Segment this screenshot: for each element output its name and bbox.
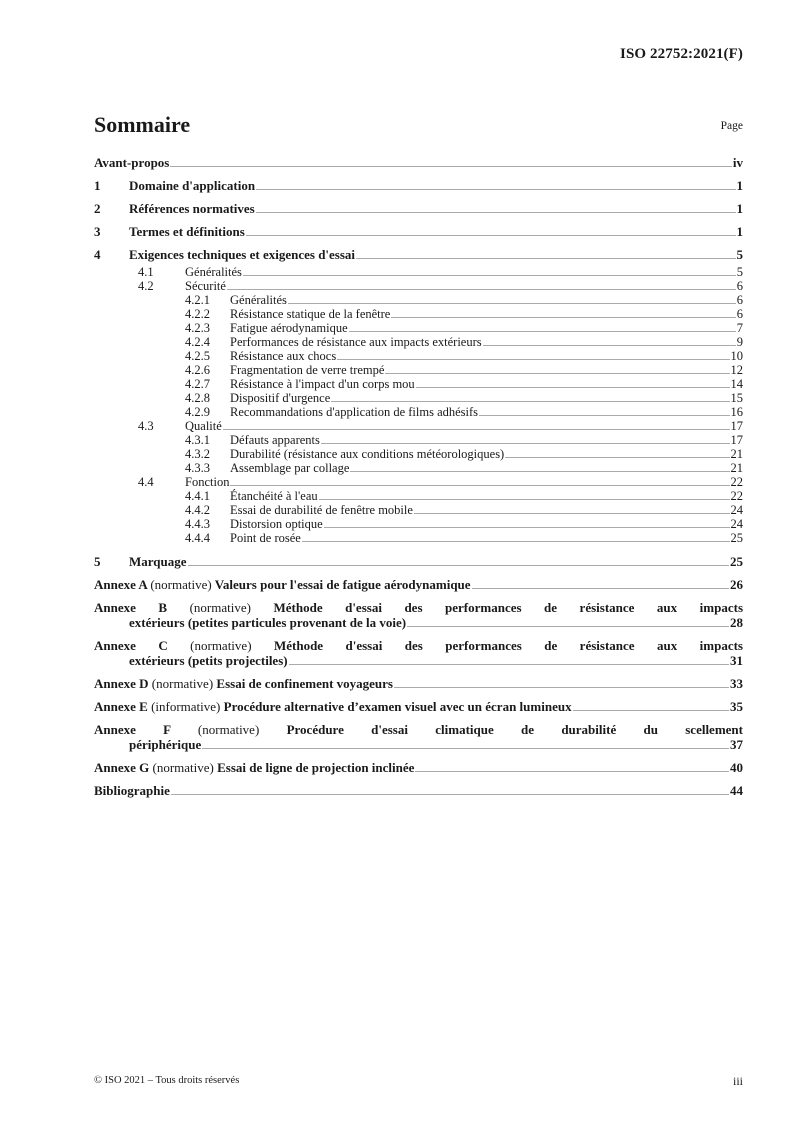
annex-title-cont: extérieurs (petits projectiles) xyxy=(129,653,288,668)
toc-entry-page: 15 xyxy=(730,391,743,405)
dot-leader xyxy=(573,710,729,711)
dot-leader xyxy=(349,331,736,332)
toc-entry-number: 4.1 xyxy=(138,265,154,279)
annex-type: (informative) xyxy=(151,699,221,714)
annex-title-line xyxy=(94,600,743,615)
annex-title-continuation xyxy=(94,615,743,630)
toc-entry[interactable] xyxy=(94,201,743,216)
toc-entry-number: 4.2.2 xyxy=(185,307,210,321)
toc-entry-page: 17 xyxy=(730,419,743,433)
dot-leader xyxy=(188,565,729,566)
dot-leader xyxy=(171,794,729,795)
toc-entry[interactable] xyxy=(94,554,743,569)
toc-entry-page: 21 xyxy=(730,447,743,461)
toc-entry-title: Généralités xyxy=(185,265,242,279)
dot-leader xyxy=(394,687,729,688)
page-number: iii xyxy=(732,1074,743,1088)
toc-entry-number: 2 xyxy=(94,201,101,216)
annex-line xyxy=(94,699,743,714)
dot-leader xyxy=(479,415,729,416)
toc-entry-page: 33 xyxy=(730,676,743,691)
toc-entry-title: Fragmentation de verre trempé xyxy=(230,363,385,377)
toc-entry-number: 4.2.3 xyxy=(185,321,210,335)
toc-entry-title: Exigences techniques et exigences d'essai xyxy=(129,247,356,262)
toc-annex-entry[interactable] xyxy=(94,577,743,592)
toc-entry[interactable] xyxy=(94,783,743,798)
toc-entry-title: Recommandations d'application de films adhésifs xyxy=(230,405,479,419)
toc-entry-number: 4.2.5 xyxy=(185,349,210,363)
toc-annex-entry[interactable] xyxy=(94,600,743,630)
dot-leader xyxy=(230,485,729,486)
toc-entry[interactable] xyxy=(94,419,743,433)
dot-leader xyxy=(416,387,730,388)
toc-entry-page: 1 xyxy=(736,201,743,216)
dot-leader xyxy=(243,275,736,276)
toc-entry-title: Essai de durabilité de fenêtre mobile xyxy=(230,503,413,517)
annex-title-line xyxy=(94,638,743,653)
toc-entry[interactable] xyxy=(94,178,743,193)
toc-entry-page: 17 xyxy=(730,433,743,447)
toc-entry-title: Termes et définitions xyxy=(129,224,245,239)
annex-label: Annexe B xyxy=(94,600,168,615)
annex-title-cont: périphérique xyxy=(129,737,202,752)
toc-entry[interactable] xyxy=(94,531,743,545)
toc-entry-title: Fonction xyxy=(185,475,230,489)
toc-entry-number: 4.2.7 xyxy=(185,377,210,391)
annex-title-continuation xyxy=(94,653,743,668)
annex-heading xyxy=(94,676,393,691)
toc-entry-page: 37 xyxy=(730,737,743,752)
toc-entry[interactable] xyxy=(94,503,743,517)
toc-entry[interactable] xyxy=(94,433,743,447)
annex-type: (normative) xyxy=(190,638,252,653)
toc-annex-entry[interactable] xyxy=(94,638,743,668)
toc-entry-number: 4.4.4 xyxy=(185,531,210,545)
page-column-label: Page xyxy=(720,120,743,132)
toc-entry-page: 31 xyxy=(730,653,743,668)
dot-leader xyxy=(256,189,735,190)
toc-entry[interactable] xyxy=(94,475,743,489)
toc-entry-page: 24 xyxy=(730,503,743,517)
page-title: Sommaire xyxy=(94,112,191,137)
annex-type: (normative) xyxy=(189,600,251,615)
toc-entry[interactable] xyxy=(94,265,743,279)
toc-entry-title: Qualité xyxy=(185,419,222,433)
annex-label: Annexe E xyxy=(94,699,148,714)
annex-title-line xyxy=(94,722,743,737)
annex-heading xyxy=(94,760,414,775)
toc-entry-page: 5 xyxy=(736,265,743,279)
toc-entry-title: Bibliographie xyxy=(94,783,170,798)
dot-leader xyxy=(202,748,729,749)
toc-entry-page: 12 xyxy=(730,363,743,377)
toc-entry-number: 4.3.2 xyxy=(185,447,210,461)
toc-entry-title: Références normatives xyxy=(129,201,255,216)
toc-entry-page: 1 xyxy=(736,224,743,239)
toc-entry[interactable] xyxy=(94,349,743,363)
toc-entry-title: Résistance à l'impact d'un corps mou xyxy=(230,377,415,391)
toc-entry-page: 21 xyxy=(730,461,743,475)
annex-title-continuation xyxy=(94,737,743,752)
toc-entry[interactable] xyxy=(94,293,743,307)
toc-annex-entry[interactable] xyxy=(94,760,743,775)
toc-entry-number: 4.4.2 xyxy=(185,503,210,517)
annex-label: Annexe F xyxy=(94,722,171,737)
toc-entry[interactable] xyxy=(94,321,743,335)
toc-entry-number: 5 xyxy=(94,554,101,569)
toc-annex-entry[interactable] xyxy=(94,699,743,714)
dot-leader xyxy=(483,345,736,346)
annex-title: Valeurs pour l'essai de fatigue aérodynamique xyxy=(214,577,471,592)
toc-entry[interactable] xyxy=(94,461,743,475)
toc-entry-page: 10 xyxy=(730,349,743,363)
annex-line xyxy=(94,760,743,775)
toc-entry-page: 6 xyxy=(736,279,743,293)
toc-entry[interactable] xyxy=(94,363,743,377)
annex-title-cont: extérieurs (petites particules provenant de la voie) xyxy=(129,615,407,630)
toc-entry-page: 9 xyxy=(736,335,743,349)
toc-entry-title: Généralités xyxy=(230,293,287,307)
dot-leader xyxy=(414,513,730,514)
toc-entry[interactable] xyxy=(94,335,743,349)
annex-label: Annexe C xyxy=(94,638,168,653)
annex-label: Annexe D xyxy=(94,676,149,691)
toc-entry-page: 7 xyxy=(736,321,743,335)
toc-entry-page: 44 xyxy=(730,783,743,798)
toc-entry-number: 4.2.9 xyxy=(185,405,210,419)
toc-entry-number: 4.4.1 xyxy=(185,489,210,503)
table-of-contents xyxy=(94,155,743,798)
annex-type: (normative) xyxy=(151,676,214,691)
toc-entry-title: Distorsion optique xyxy=(230,517,323,531)
dot-leader xyxy=(289,664,729,665)
toc-entry-page: 6 xyxy=(736,293,743,307)
toc-entry-number: 4.4 xyxy=(138,475,154,489)
toc-entry[interactable] xyxy=(94,279,743,293)
toc-entry-title: Résistance statique de la fenêtre xyxy=(230,307,391,321)
toc-entry-page: 22 xyxy=(730,489,743,503)
toc-entry-page: iv xyxy=(732,155,743,170)
dot-leader xyxy=(223,429,730,430)
toc-entry-title: Défauts apparents xyxy=(230,433,320,447)
toc-entry[interactable] xyxy=(94,405,743,419)
copyright-notice: © ISO 2021 – Tous droits réservés xyxy=(94,1075,240,1086)
annex-title: Procédure d'essai climatique de durabilité du scellement xyxy=(286,722,743,737)
dot-leader xyxy=(472,588,729,589)
dot-leader xyxy=(170,166,732,167)
dot-leader xyxy=(324,527,730,528)
toc-entry-title: Étanchéité à l'eau xyxy=(230,489,318,503)
toc-entry-title: Domaine d'application xyxy=(129,178,256,193)
toc-entry-page: 24 xyxy=(730,517,743,531)
toc-entry-number: 4.4.3 xyxy=(185,517,210,531)
toc-entry-title: Avant-propos xyxy=(94,155,170,170)
dot-leader xyxy=(246,235,736,236)
toc-entry-number: 4.3.1 xyxy=(185,433,210,447)
toc-entry[interactable] xyxy=(94,155,743,170)
toc-entry-title: Résistance aux chocs xyxy=(230,349,337,363)
toc-entry[interactable] xyxy=(94,224,743,239)
toc-entry[interactable] xyxy=(94,391,743,405)
dot-leader xyxy=(321,443,730,444)
annex-line xyxy=(94,676,743,691)
annex-line xyxy=(94,577,743,592)
toc-entry-page: 28 xyxy=(730,615,743,630)
toc-entry-page: 25 xyxy=(730,531,743,545)
annex-type: (normative) xyxy=(197,722,260,737)
toc-entry-page: 40 xyxy=(730,760,743,775)
dot-leader xyxy=(356,258,735,259)
annex-title: Essai de ligne de projection inclinée xyxy=(217,760,415,775)
toc-entry[interactable] xyxy=(94,307,743,321)
toc-entry-title: Assemblage par collage xyxy=(230,461,350,475)
toc-entry-page: 1 xyxy=(736,178,743,193)
annex-label: Annexe A xyxy=(94,577,148,592)
toc-entry-page: 25 xyxy=(730,554,743,569)
dot-leader xyxy=(350,471,729,472)
toc-entry-page: 16 xyxy=(730,405,743,419)
toc-entry-number: 4.2.8 xyxy=(185,391,210,405)
toc-entry-page: 6 xyxy=(736,307,743,321)
dot-leader xyxy=(337,359,729,360)
toc-entry[interactable] xyxy=(94,489,743,503)
dot-leader xyxy=(331,401,729,402)
toc-entry-number: 1 xyxy=(94,178,101,193)
toc-entry-title: Durabilité (résistance aux conditions météorologiques) xyxy=(230,447,505,461)
toc-entry-title: Dispositif d'urgence xyxy=(230,391,331,405)
toc-entry-page: 35 xyxy=(730,699,743,714)
toc-entry-page: 22 xyxy=(730,475,743,489)
dot-leader xyxy=(407,626,729,627)
dot-leader xyxy=(385,373,729,374)
toc-entry-page: 26 xyxy=(730,577,743,592)
toc-entry[interactable] xyxy=(94,447,743,461)
toc-entry-page: 5 xyxy=(736,247,743,262)
toc-entry-title: Point de rosée xyxy=(230,531,301,545)
annex-title: Méthode d'essai des performances de résistance aux impacts xyxy=(273,638,743,653)
toc-entry[interactable] xyxy=(94,377,743,391)
toc-entry-title: Performances de résistance aux impacts extérieurs xyxy=(230,335,482,349)
toc-entry-number: 4.3.3 xyxy=(185,461,210,475)
toc-entry-number: 4.2.1 xyxy=(185,293,210,307)
toc-entry-page: 14 xyxy=(730,377,743,391)
toc-entry-number: 4.2.6 xyxy=(185,363,210,377)
dot-leader xyxy=(505,457,729,458)
dot-leader xyxy=(288,303,736,304)
toc-entry[interactable] xyxy=(94,247,743,262)
annex-type: (normative) xyxy=(152,760,214,775)
dot-leader xyxy=(302,541,730,542)
dot-leader xyxy=(415,771,729,772)
dot-leader xyxy=(319,499,730,500)
toc-entry-number: 4.3 xyxy=(138,419,154,433)
toc-entry-number: 4.2 xyxy=(138,279,154,293)
toc-annex-entry[interactable] xyxy=(94,722,743,752)
toc-entry-number: 3 xyxy=(94,224,101,239)
dot-leader xyxy=(256,212,736,213)
toc-entry-number: 4 xyxy=(94,247,101,262)
toc-entry-title: Sécurité xyxy=(185,279,226,293)
toc-entry-number: 4.2.4 xyxy=(185,335,210,349)
annex-title: Essai de confinement voyageurs xyxy=(216,676,393,691)
toc-entry-title: Fatigue aérodynamique xyxy=(230,321,348,335)
document-code: ISO 22752:2021(F) xyxy=(620,46,743,62)
toc-entry[interactable] xyxy=(94,517,743,531)
annex-type: (normative) xyxy=(150,577,212,592)
annex-title: Procédure alternative d’examen visuel avec un écran lumineux xyxy=(223,699,572,714)
toc-entry-title: Marquage xyxy=(129,554,187,569)
annex-label: Annexe G xyxy=(94,760,150,775)
toc-annex-entry[interactable] xyxy=(94,676,743,691)
dot-leader xyxy=(227,289,736,290)
annex-heading xyxy=(94,699,572,714)
annex-heading xyxy=(94,577,471,592)
annex-title: Méthode d'essai des performances de résistance aux impacts xyxy=(273,600,744,615)
dot-leader xyxy=(391,317,735,318)
